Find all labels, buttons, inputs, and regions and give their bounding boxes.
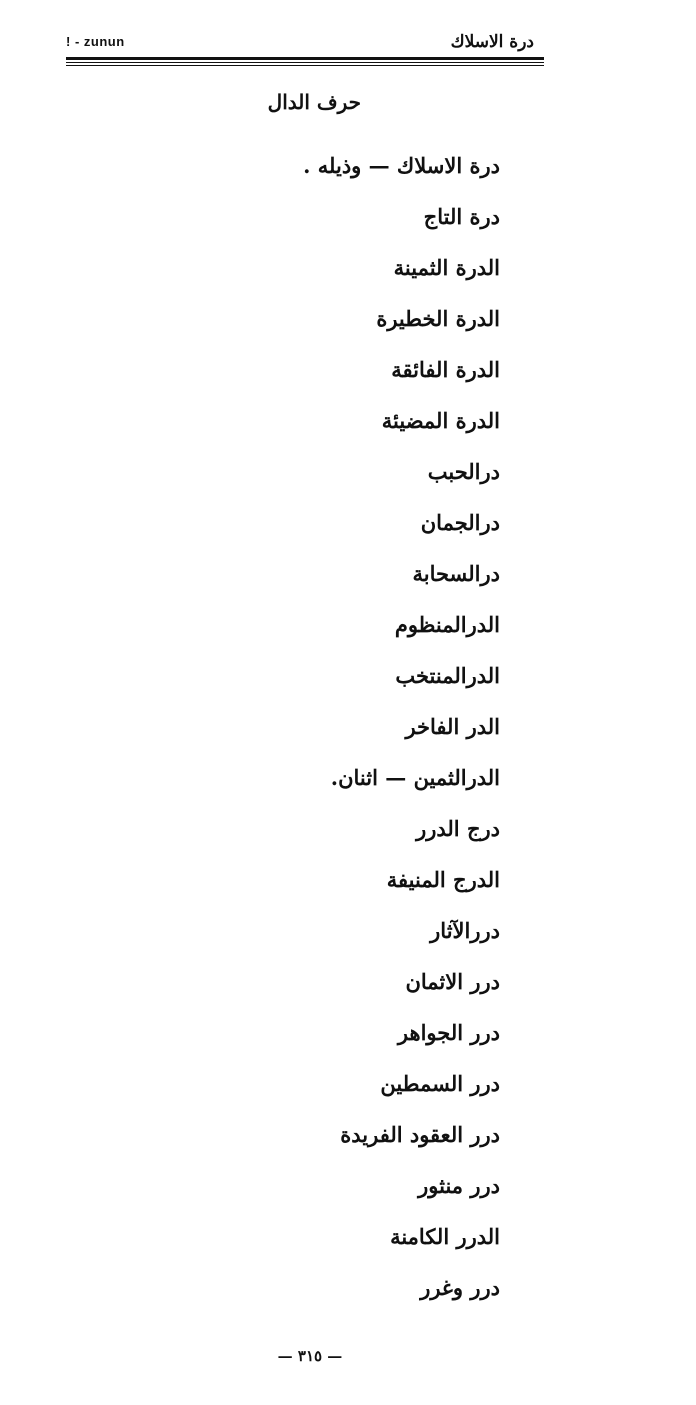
page-number: — ٣١٥ — [277,1347,343,1365]
running-header-left: ! - zunun [66,34,125,49]
entry-item: درر وغرر [420,1275,500,1300]
entry-item: درج الدرر [416,816,500,841]
entry-item: الدرة الفائقة [391,357,500,382]
entry-item: درر السمطين [380,1071,500,1096]
section-title: حرف الدال [267,90,361,114]
entry-item: درالحبب [427,459,500,484]
entry-item: درالجمان [420,510,500,535]
entry-item: الدرالمنتخب [395,663,500,688]
entry-item: درالسحابة [412,561,500,586]
entry-item: درر الاثمان [405,969,500,994]
entry-item: الدرالمنظوم [394,612,500,637]
entry-item: الدرالثمين — اثنان. [330,765,500,790]
header-rule-thick [66,57,544,60]
entry-item: الدرة المضيئة [381,408,500,433]
entry-item: الدرج المنيفة [386,867,500,892]
header-rule-thin-second [66,65,544,66]
header-rule-thin [66,62,544,63]
entry-item: درة الاسلاك — وذيله . [303,153,500,178]
entry-item: الدر الفاخر [405,714,500,739]
running-header-title: درة الاسلاك [450,32,534,52]
entry-item: درر منثور [418,1173,500,1198]
entry-item: الدرة الثمينة [393,255,500,280]
entry-item: الدرر الكامنة [390,1224,500,1249]
entry-item: دررالآثار [430,918,500,943]
entry-item: الدرة الخطيرة [376,306,500,331]
entry-item: درة التاج [423,204,500,229]
entry-list [140,146,500,1319]
entry-item: درر الجواهر [397,1020,500,1045]
entry-item: درر العقود الفريدة [340,1122,500,1147]
